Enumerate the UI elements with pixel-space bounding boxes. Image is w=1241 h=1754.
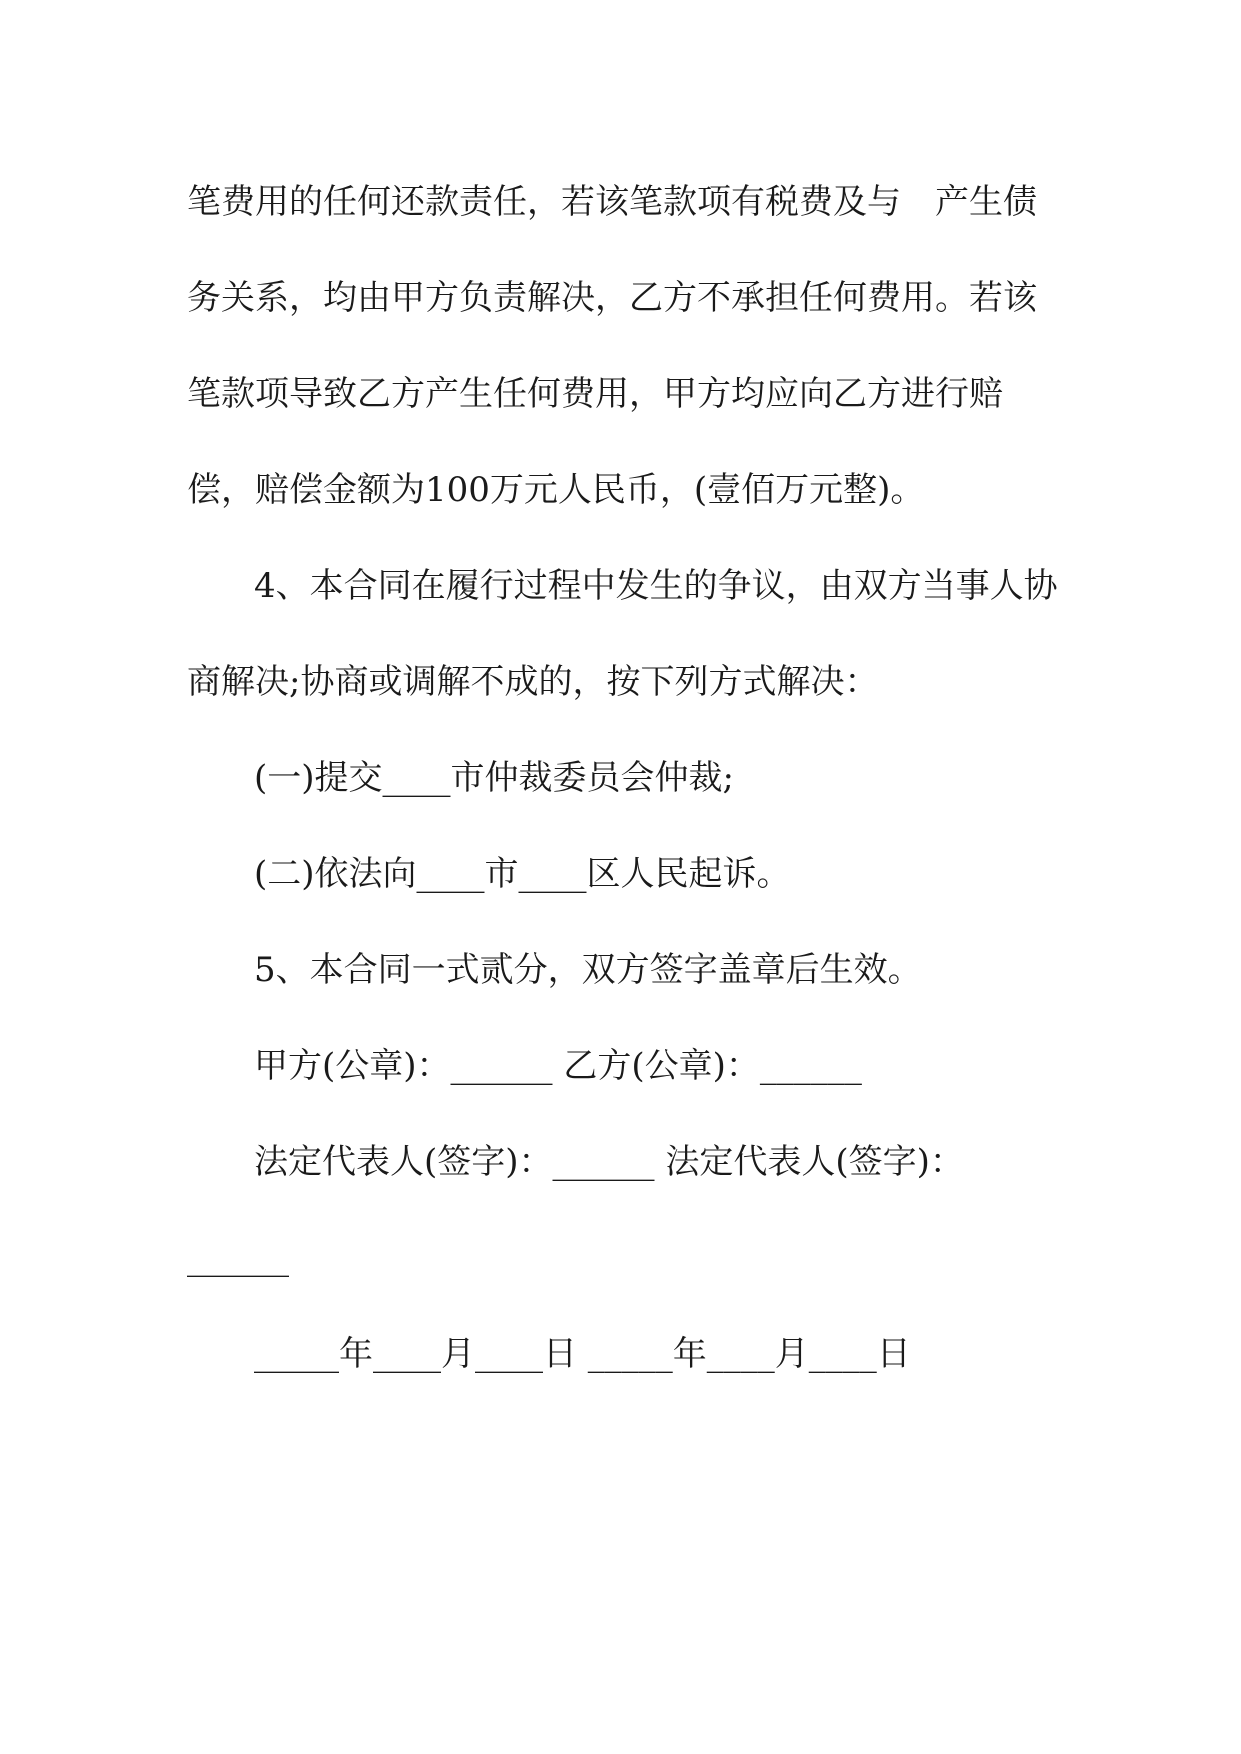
paragraph-line-2: 务关系，均由甲方负责解决，乙方不承担任何费用。若该 [187,278,1037,318]
clause-4-option-1: (一)提交____市仲裁委员会仲裁; [254,758,734,798]
clause-4-line-1: 4、本合同在履行过程中发生的争议，由双方当事人协 [254,566,1058,606]
party-seal-line: 甲方(公章)：______ 乙方(公章)：______ [254,1046,862,1086]
paragraph-line-3: 笔款项导致乙方产生任何费用，甲方均应向乙方进行赔 [187,374,1003,414]
clause-4-option-2: (二)依法向____市____区人民起诉。 [254,854,791,894]
paragraph-line-1: 笔费用的任何还款责任，若该笔款项有税费及与 产生债 [187,182,1037,222]
clause-4-line-2: 商解决;协商或调解不成的，按下列方式解决： [187,662,879,702]
legal-representative-blank: ______ [187,1238,289,1278]
clause-5: 5、本合同一式贰分，双方签字盖章后生效。 [254,950,922,990]
paragraph-line-4: 偿，赔偿金额为100万元人民币，(壹佰万元整)。 [187,470,925,510]
legal-representative-line: 法定代表人(签字)：______ 法定代表人(签字)： [254,1142,964,1182]
date-line: _____年____月____日 _____年____月____日 [254,1334,911,1374]
